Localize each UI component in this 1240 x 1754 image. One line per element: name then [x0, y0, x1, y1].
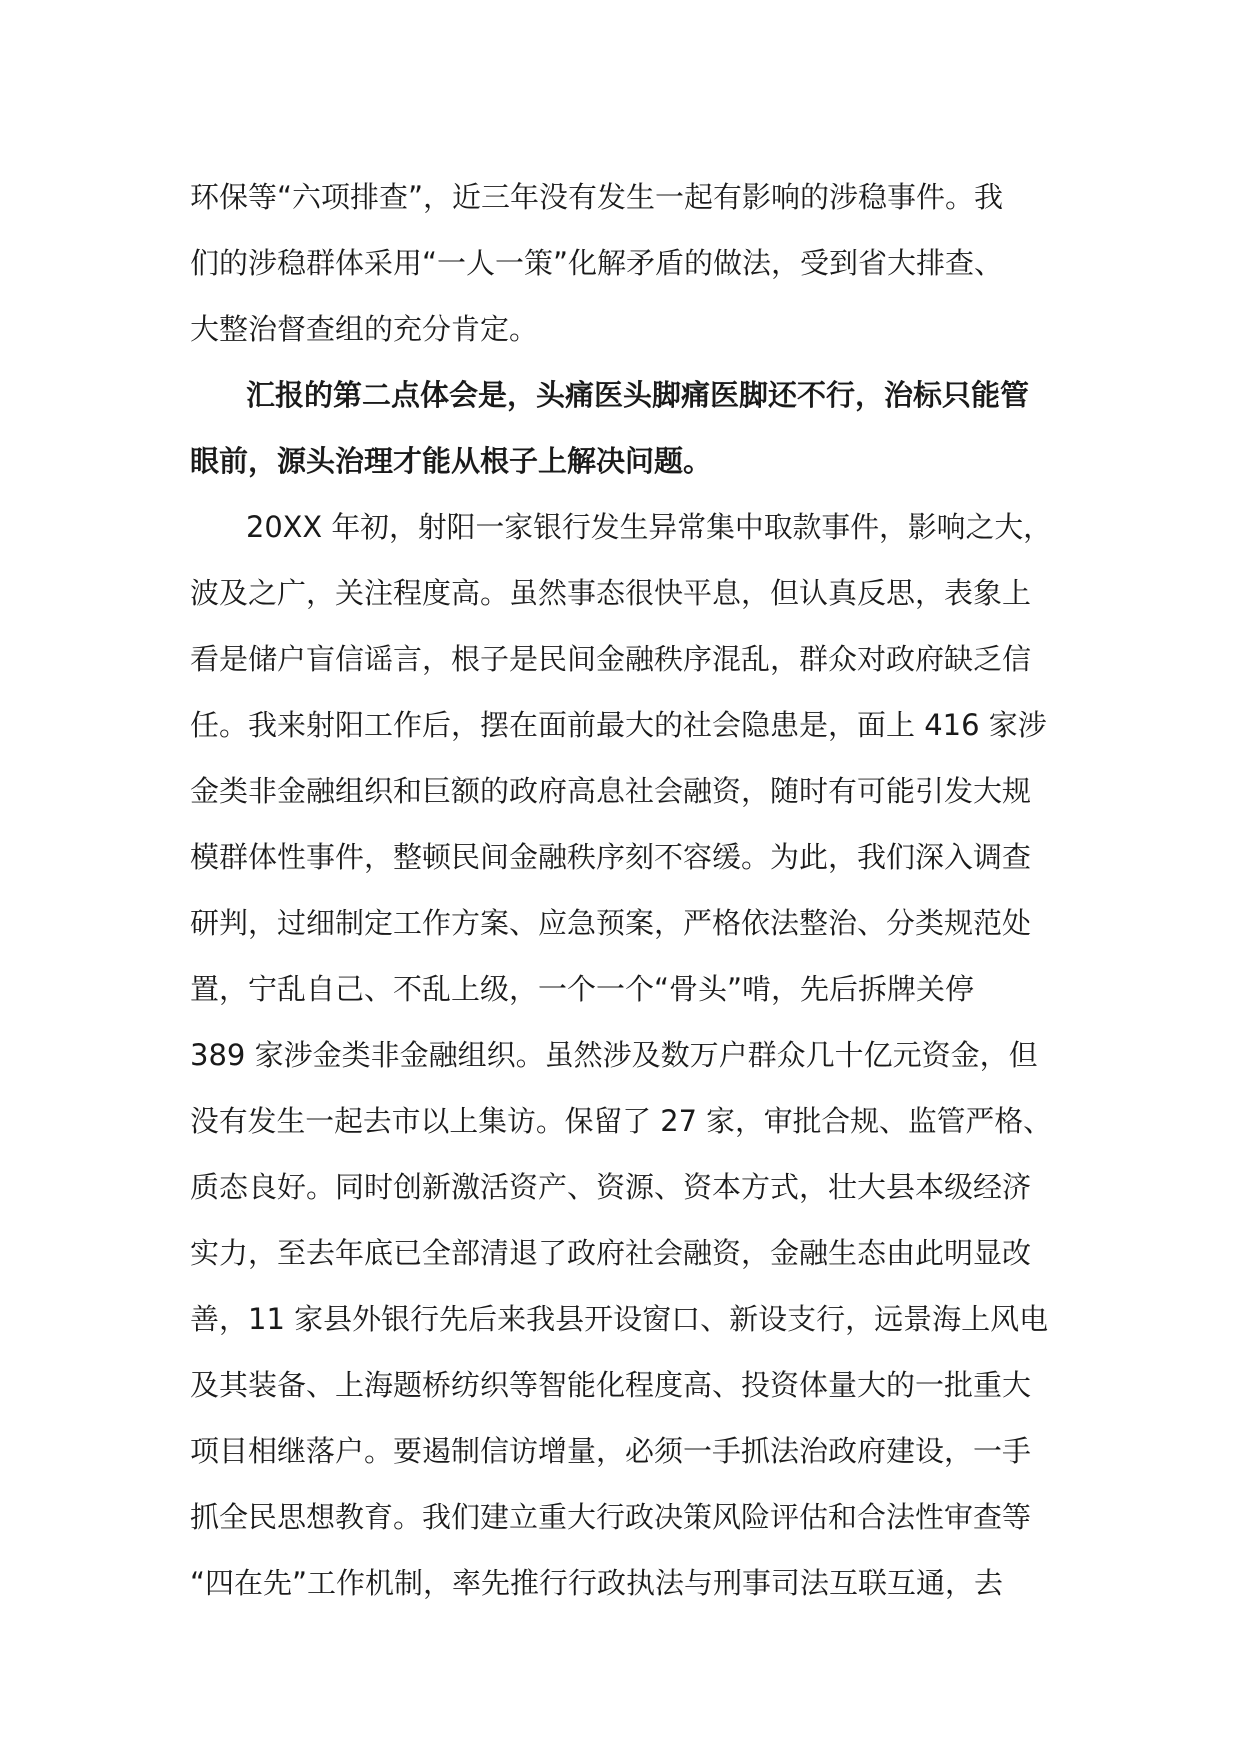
text-line	[0, 824, 1240, 890]
line-text: 眼前，源头治理才能从根子上解决问题。	[190, 444, 713, 478]
line-text: 抓全民思想教育。我们建立重大行政决策风险评估和合法性审查等	[190, 1500, 1032, 1534]
line-text: 环保等“六项排查”，近三年没有发生一起有影响的涉稳事件。我	[190, 180, 1004, 214]
line-text: 大整治督查组的充分肯定。	[190, 312, 539, 346]
text-line	[0, 560, 1240, 626]
line-text: 质态良好。同时创新激活资产、资源、资本方式，壮大县本级经济	[190, 1170, 1032, 1204]
text-line	[0, 1352, 1240, 1418]
line-text: 置，宁乱自己、不乱上级，一个一个“骨头”啃，先后拆牌关停	[190, 972, 975, 1006]
text-line	[0, 692, 1240, 758]
line-text: 389 家涉金类非金融组织。虽然涉及数万户群众几十亿元资金，但	[190, 1038, 1038, 1072]
text-line	[0, 1550, 1240, 1616]
line-text: 实力，至去年底已全部清退了政府社会融资，金融生态由此明显改	[190, 1236, 1032, 1270]
line-text: 研判，过细制定工作方案、应急预案，严格依法整治、分类规范处	[190, 906, 1032, 940]
line-text: 汇报的第二点体会是，头痛医头脚痛医脚还不行，治标只能管	[246, 378, 1030, 412]
line-text: 20XX 年初，射阳一家银行发生异常集中取款事件，影响之大，	[246, 510, 1052, 544]
text-line	[0, 494, 1240, 560]
line-text: 金类非金融组织和巨额的政府高息社会融资，随时有可能引发大规	[190, 774, 1032, 808]
text-line	[0, 1022, 1240, 1088]
text-line	[0, 230, 1240, 296]
line-text: 善，11 家县外银行先后来我县开设窗口、新设支行，远景海上风电	[190, 1302, 1049, 1336]
text-line	[0, 1220, 1240, 1286]
line-text: “四在先”工作机制，率先推行行政执法与刑事司法互联互通，去	[190, 1566, 1004, 1600]
text-line	[0, 296, 1240, 362]
text-line	[0, 1154, 1240, 1220]
text-line	[0, 164, 1240, 230]
text-line	[0, 1088, 1240, 1154]
line-text: 波及之广，关注程度高。虽然事态很快平息，但认真反思，表象上	[190, 576, 1032, 610]
line-text: 没有发生一起去市以上集访。保留了 27 家，审批合规、监管严格、	[190, 1104, 1052, 1138]
text-line	[0, 890, 1240, 956]
line-text: 看是储户盲信谣言，根子是民间金融秩序混乱，群众对政府缺乏信	[190, 642, 1032, 676]
text-line	[0, 626, 1240, 692]
text-line	[0, 758, 1240, 824]
line-text: 们的涉稳群体采用“一人一策”化解矛盾的做法，受到省大排查、	[190, 246, 1004, 280]
text-line	[0, 956, 1240, 1022]
line-text: 及其装备、上海题桥纺织等智能化程度高、投资体量大的一批重大	[190, 1368, 1032, 1402]
line-text: 任。我来射阳工作后，摆在面前最大的社会隐患是，面上 416 家涉	[190, 708, 1047, 742]
text-line	[0, 1418, 1240, 1484]
text-line	[0, 1286, 1240, 1352]
section-heading-line	[0, 362, 1240, 428]
line-text: 项目相继落户。要遏制信访增量，必须一手抓法治政府建设，一手	[190, 1434, 1032, 1468]
text-line	[0, 1484, 1240, 1550]
line-text: 模群体性事件，整顿民间金融秩序刻不容缓。为此，我们深入调查	[190, 840, 1032, 874]
section-heading-line	[0, 428, 1240, 494]
